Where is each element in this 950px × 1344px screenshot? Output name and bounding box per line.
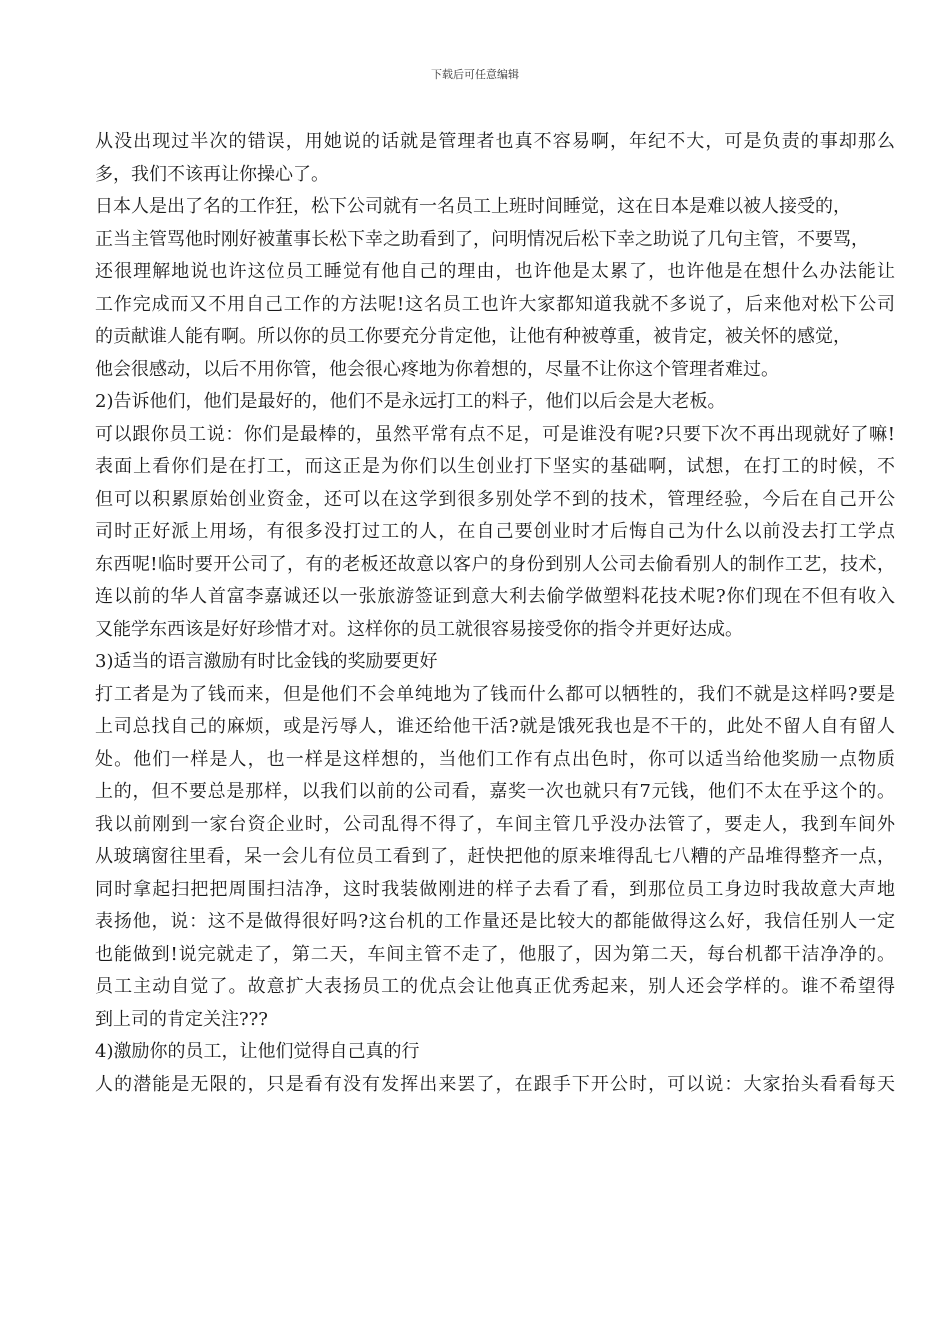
text-line: 人的潜能是无限的，只是看有没有发挥出来罢了，在跟手下开公时，可以说：大家抬头看看每天 xyxy=(95,1073,895,1095)
text-line: 但可以积累原始创业资金，还可以在这学到很多别处学不到的技术，管理经验，今后在自己开公 xyxy=(95,488,895,510)
text-line: 日本人是出了名的工作狂，松下公司就有一名员工上班时间睡觉，这在日本是难以被人接受的， xyxy=(95,196,851,217)
text-line: 同时拿起扫把把周围扫洁净，这时我装做刚进的样子去看了看，到那位员工身边时我故意大声地 xyxy=(95,878,895,900)
text-line: 3)适当的语言激励有时比金钱的奖励要更好 xyxy=(95,651,438,672)
text-line: 的贡献谁人能有啊。所以你的员工你要充分肯定他，让他有种被尊重，被肯定，被关怀的感觉， xyxy=(95,326,851,347)
text-line: 从没出现过半次的错误，用她说的话就是管理者也真不容易啊，年纪不大，可是负责的事却那么 xyxy=(95,131,895,152)
text-line: 上的，但不要总是那样，以我们以前的公司看，嘉奖一次也就只有7元钱，他们不太在乎这个的。 xyxy=(95,781,895,802)
text-line: 我以前刚到一家台资企业时，公司乱得不得了，车间主管几乎没办法管了，要走人，我到车间外 xyxy=(95,813,895,835)
text-line: 从玻璃窗往里看，呆一会儿有位员工看到了，赶快把他的原来堆得乱七八糟的产品堆得整齐一点， xyxy=(95,846,895,867)
text-line: 表扬他，说：这不是做得很好吗?这台机的工作量还是比较大的都能做得这么好，我信任别人一定 xyxy=(95,911,895,932)
text-line: 员工主动自觉了。故意扩大表扬员工的优点会让他真正优秀起来，别人还会学样的。谁不希望得 xyxy=(95,976,895,997)
text-line: 正当主管骂他时刚好被董事长松下幸之助看到了，问明情况后松下幸之助说了几句主管，不要骂， xyxy=(95,228,869,250)
text-line: 也能做到!说完就走了，第二天，车间主管不走了，他服了，因为第二天，每台机都干洁净净的。 xyxy=(95,943,895,965)
text-line: 表面上看你们是在打工，而这正是为你们以生创业打下坚实的基础啊，试想，在打工的时候，不 xyxy=(95,456,895,477)
text-line: 东西呢!临时要开公司了，有的老板还故意以客户的身份到别人公司去偷看别人的制作工艺，技术， xyxy=(95,553,895,575)
text-line: 他会很感动，以后不用你管，他会很心疼地为你着想的，尽量不让你这个管理者难过。 xyxy=(95,358,779,380)
text-line: 上司总找自己的麻烦，或是污辱人，谁还给他干活?就是饿死我也是不干的，此处不留人自有留人 xyxy=(95,716,895,737)
text-line: 司时正好派上用场，有很多没打过工的人，在自己要创业时才后悔自己为什么以前没去打工学点 xyxy=(95,521,895,542)
text-line: 打工者是为了钱而来，但是他们不会单纯地为了钱而什么都可以牺牲的，我们不就是这样吗?要是 xyxy=(95,683,895,705)
text-line: 连以前的华人首富李嘉诚还以一张旅游签证到意大利去偷学做塑料花技术呢?你们现在不但有收入 xyxy=(95,586,895,607)
text-line: 到上司的肯定关注??? xyxy=(95,1008,268,1030)
text-line: 多，我们不该再让你操心了。 xyxy=(95,163,329,185)
text-line: 2)告诉他们，他们是最好的，他们不是永远打工的料子，他们以后会是大老板。 xyxy=(95,391,726,412)
text-line: 还很理解地说也许这位员工睡觉有他自己的理由，也许他是太累了，也许他是在想什么办法能让 xyxy=(95,261,895,282)
text-line: 4)激励你的员工，让他们觉得自己真的行 xyxy=(95,1041,420,1062)
text-line: 工作完成而又不用自己工作的方法呢!这名员工也许大家都知道我就不多说了，后来他对松下公司 xyxy=(95,293,895,315)
page-header: 下载后可任意编辑 xyxy=(431,68,519,81)
text-line: 又能学东西该是好好珍惜才对。这样你的员工就很容易接受你的指令并更好达成。 xyxy=(95,618,743,640)
text-line: 可以跟你员工说：你们是最棒的，虽然平常有点不足，可是谁没有呢?只要下次不再出现就好了嘛! xyxy=(95,423,895,445)
text-line: 处。他们一样是人，也一样是这样想的，当他们工作有点出色时，你可以适当给他奖励一点物质 xyxy=(95,748,895,770)
body-text xyxy=(95,126,895,1101)
